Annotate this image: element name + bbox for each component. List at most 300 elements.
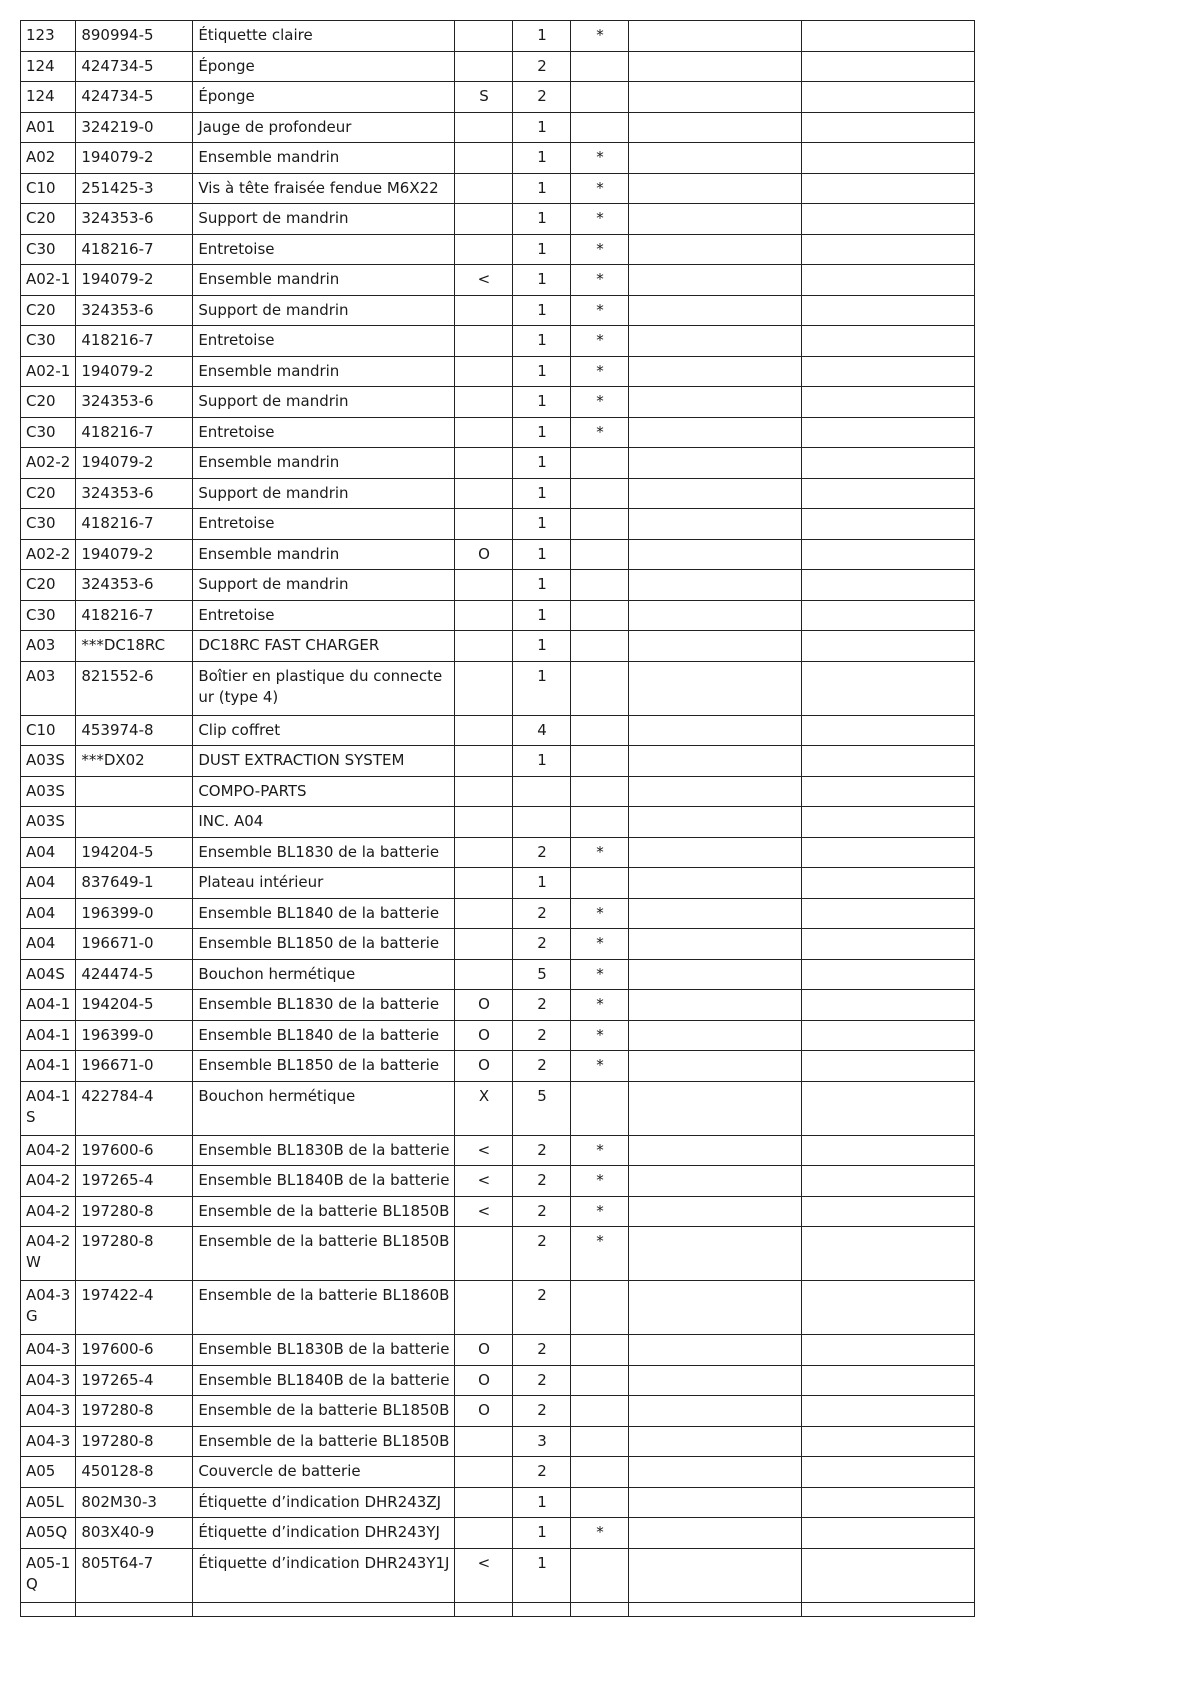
cell-quantity: 1 — [513, 478, 571, 509]
cell-extra-2 — [802, 1426, 975, 1457]
cell-extra-1 — [629, 1365, 802, 1396]
cell-symbol — [455, 448, 513, 479]
cell-description: Ensemble BL1840B de la batterie — [193, 1166, 455, 1197]
cell-quantity: 2 — [513, 1020, 571, 1051]
cell-quantity: 2 — [513, 1196, 571, 1227]
cell-ref-number: C30 — [21, 234, 76, 265]
table-row — [21, 776, 975, 807]
cell-extra-2 — [802, 898, 975, 929]
cell-extra-2 — [802, 1166, 975, 1197]
cell-description: Ensemble de la batterie BL1850B — [193, 1196, 455, 1227]
cell-part-number — [76, 807, 193, 838]
cell-part-number: 418216-7 — [76, 509, 193, 540]
parts-table-body — [21, 21, 975, 1617]
cell-symbol: < — [455, 1196, 513, 1227]
cell-part-number: 194079-2 — [76, 539, 193, 570]
cell-description: Ensemble BL1840 de la batterie — [193, 1020, 455, 1051]
table-row — [21, 1135, 975, 1166]
cell-extra-1 — [629, 929, 802, 960]
cell-extra-2 — [802, 1335, 975, 1366]
cell-quantity: 1 — [513, 417, 571, 448]
cell-part-number: 197280-8 — [76, 1227, 193, 1281]
cell-note: * — [571, 1051, 629, 1082]
cell-extra-1 — [629, 21, 802, 52]
cell-ref-number: C30 — [21, 417, 76, 448]
cell-symbol — [455, 478, 513, 509]
cell-part-number: 324353-6 — [76, 295, 193, 326]
cell-note — [571, 1426, 629, 1457]
cell-description: COMPO-PARTS — [193, 776, 455, 807]
cell-note: * — [571, 959, 629, 990]
cell-ref-number: C20 — [21, 387, 76, 418]
cell-ref-number: C10 — [21, 715, 76, 746]
cell-extra-2 — [802, 1081, 975, 1135]
cell-quantity: 1 — [513, 600, 571, 631]
cell-ref-number: C20 — [21, 478, 76, 509]
cell-description: Ensemble BL1840B de la batterie — [193, 1365, 455, 1396]
cell-description: Support de mandrin — [193, 478, 455, 509]
cell-quantity: 1 — [513, 1548, 571, 1602]
cell-ref-number: A01 — [21, 112, 76, 143]
cell-symbol: < — [455, 265, 513, 296]
cell-description: Entretoise — [193, 600, 455, 631]
cell-ref-number: A04-3 — [21, 1365, 76, 1396]
cell-extra-1 — [629, 1396, 802, 1427]
cell-ref-number: C30 — [21, 600, 76, 631]
cell-extra-1 — [629, 295, 802, 326]
cell-extra-1 — [629, 715, 802, 746]
table-row — [21, 600, 975, 631]
cell-extra-1 — [629, 868, 802, 899]
cell-ref-number: A03S — [21, 776, 76, 807]
cell-quantity: 4 — [513, 715, 571, 746]
cell-part-number: 196399-0 — [76, 1020, 193, 1051]
table-row — [21, 1227, 975, 1281]
cell-extra-1 — [629, 234, 802, 265]
cell-quantity: 1 — [513, 326, 571, 357]
cell-extra-1 — [629, 1166, 802, 1197]
cell-ref-number: A04-2W — [21, 1227, 76, 1281]
table-row — [21, 959, 975, 990]
table-row — [21, 478, 975, 509]
table-row — [21, 21, 975, 52]
table-row — [21, 539, 975, 570]
cell-ref-number: A02-2 — [21, 448, 76, 479]
cell-extra-2 — [802, 1602, 975, 1616]
table-row — [21, 1020, 975, 1051]
cell-ref-number: A03S — [21, 746, 76, 777]
cell-part-number: 194079-2 — [76, 265, 193, 296]
cell-note — [571, 51, 629, 82]
cell-extra-2 — [802, 570, 975, 601]
cell-quantity: 2 — [513, 990, 571, 1021]
parts-list-table — [20, 20, 975, 1617]
cell-extra-1 — [629, 990, 802, 1021]
cell-description: Ensemble mandrin — [193, 356, 455, 387]
cell-extra-2 — [802, 1487, 975, 1518]
table-row — [21, 661, 975, 715]
cell-description: Ensemble BL1830B de la batterie — [193, 1135, 455, 1166]
cell-extra-1 — [629, 387, 802, 418]
table-row — [21, 295, 975, 326]
cell-part-number: 324219-0 — [76, 112, 193, 143]
cell-symbol: O — [455, 539, 513, 570]
cell-symbol — [455, 929, 513, 960]
cell-quantity: 1 — [513, 868, 571, 899]
cell-symbol: O — [455, 1051, 513, 1082]
cell-quantity: 2 — [513, 1396, 571, 1427]
cell-note — [571, 1457, 629, 1488]
cell-part-number: 418216-7 — [76, 600, 193, 631]
cell-part-number: 805T64-7 — [76, 1548, 193, 1602]
cell-extra-2 — [802, 1518, 975, 1549]
cell-extra-1 — [629, 1548, 802, 1602]
cell-extra-2 — [802, 478, 975, 509]
cell-ref-number: C20 — [21, 204, 76, 235]
cell-quantity: 1 — [513, 539, 571, 570]
cell-symbol — [455, 1602, 513, 1616]
cell-symbol: O — [455, 1396, 513, 1427]
cell-part-number: 418216-7 — [76, 326, 193, 357]
cell-quantity: 5 — [513, 959, 571, 990]
cell-quantity: 1 — [513, 143, 571, 174]
cell-quantity: 1 — [513, 265, 571, 296]
cell-extra-2 — [802, 417, 975, 448]
cell-part-number: 424734-5 — [76, 82, 193, 113]
cell-extra-2 — [802, 143, 975, 174]
cell-ref-number: 124 — [21, 51, 76, 82]
cell-quantity: 2 — [513, 1365, 571, 1396]
table-row — [21, 1335, 975, 1366]
cell-description: Entretoise — [193, 326, 455, 357]
cell-description: Étiquette claire — [193, 21, 455, 52]
cell-ref-number: A05-1Q — [21, 1548, 76, 1602]
cell-symbol — [455, 143, 513, 174]
cell-note: * — [571, 1227, 629, 1281]
cell-part-number: 453974-8 — [76, 715, 193, 746]
cell-symbol — [455, 1518, 513, 1549]
cell-extra-1 — [629, 1602, 802, 1616]
cell-extra-2 — [802, 1020, 975, 1051]
cell-symbol: S — [455, 82, 513, 113]
cell-symbol — [455, 387, 513, 418]
cell-description: Ensemble de la batterie BL1850B — [193, 1426, 455, 1457]
cell-quantity — [513, 776, 571, 807]
cell-extra-1 — [629, 661, 802, 715]
cell-note — [571, 661, 629, 715]
cell-quantity: 2 — [513, 929, 571, 960]
cell-symbol — [455, 959, 513, 990]
cell-note — [571, 1365, 629, 1396]
table-row — [21, 1487, 975, 1518]
cell-part-number: 197422-4 — [76, 1281, 193, 1335]
cell-extra-2 — [802, 326, 975, 357]
table-row — [21, 204, 975, 235]
cell-note — [571, 112, 629, 143]
cell-ref-number: C30 — [21, 326, 76, 357]
cell-extra-2 — [802, 1281, 975, 1335]
cell-quantity: 1 — [513, 631, 571, 662]
cell-part-number: 197600-6 — [76, 1135, 193, 1166]
cell-part-number: 424474-5 — [76, 959, 193, 990]
cell-extra-1 — [629, 1135, 802, 1166]
table-row — [21, 929, 975, 960]
cell-part-number: 890994-5 — [76, 21, 193, 52]
table-row — [21, 990, 975, 1021]
cell-part-number — [76, 1602, 193, 1616]
cell-extra-2 — [802, 539, 975, 570]
cell-ref-number: A04-3 — [21, 1396, 76, 1427]
table-row — [21, 898, 975, 929]
cell-extra-2 — [802, 746, 975, 777]
cell-extra-1 — [629, 1281, 802, 1335]
cell-part-number: 324353-6 — [76, 204, 193, 235]
cell-symbol — [455, 204, 513, 235]
cell-quantity: 2 — [513, 837, 571, 868]
cell-quantity: 2 — [513, 51, 571, 82]
cell-extra-1 — [629, 1227, 802, 1281]
cell-ref-number: A04-1 — [21, 990, 76, 1021]
cell-note: * — [571, 21, 629, 52]
cell-description: Ensemble BL1830 de la batterie — [193, 990, 455, 1021]
cell-description: Entretoise — [193, 509, 455, 540]
cell-description: Ensemble BL1850 de la batterie — [193, 1051, 455, 1082]
table-row — [21, 265, 975, 296]
table-row — [21, 417, 975, 448]
cell-description: Support de mandrin — [193, 570, 455, 601]
cell-extra-2 — [802, 776, 975, 807]
cell-ref-number: A02-1 — [21, 265, 76, 296]
cell-quantity: 2 — [513, 1051, 571, 1082]
table-row — [21, 1051, 975, 1082]
cell-extra-2 — [802, 959, 975, 990]
cell-symbol — [455, 173, 513, 204]
cell-part-number: ***DX02 — [76, 746, 193, 777]
table-row — [21, 1196, 975, 1227]
cell-description: Étiquette d’indication DHR243Y1J — [193, 1548, 455, 1602]
cell-note — [571, 807, 629, 838]
cell-quantity: 2 — [513, 1166, 571, 1197]
cell-extra-1 — [629, 265, 802, 296]
table-row — [21, 837, 975, 868]
cell-description: DUST EXTRACTION SYSTEM — [193, 746, 455, 777]
cell-quantity: 1 — [513, 356, 571, 387]
cell-note — [571, 600, 629, 631]
cell-symbol — [455, 326, 513, 357]
cell-extra-1 — [629, 1081, 802, 1135]
cell-part-number: 837649-1 — [76, 868, 193, 899]
cell-extra-2 — [802, 807, 975, 838]
cell-extra-1 — [629, 1196, 802, 1227]
table-row — [21, 51, 975, 82]
cell-part-number: 450128-8 — [76, 1457, 193, 1488]
cell-symbol — [455, 715, 513, 746]
cell-symbol: < — [455, 1135, 513, 1166]
table-row — [21, 1396, 975, 1427]
cell-description: Ensemble BL1830B de la batterie — [193, 1335, 455, 1366]
cell-note: * — [571, 837, 629, 868]
cell-part-number: 418216-7 — [76, 234, 193, 265]
cell-extra-2 — [802, 837, 975, 868]
cell-ref-number: A04-2 — [21, 1196, 76, 1227]
cell-extra-2 — [802, 356, 975, 387]
cell-ref-number: A04S — [21, 959, 76, 990]
cell-extra-1 — [629, 776, 802, 807]
cell-note — [571, 1081, 629, 1135]
cell-extra-1 — [629, 898, 802, 929]
cell-quantity: 2 — [513, 1227, 571, 1281]
cell-extra-2 — [802, 868, 975, 899]
cell-part-number: 821552-6 — [76, 661, 193, 715]
table-row — [21, 326, 975, 357]
cell-ref-number: A04-3 — [21, 1426, 76, 1457]
cell-description: Clip coffret — [193, 715, 455, 746]
cell-quantity — [513, 807, 571, 838]
cell-extra-2 — [802, 173, 975, 204]
cell-extra-1 — [629, 1518, 802, 1549]
cell-quantity: 1 — [513, 173, 571, 204]
table-row — [21, 570, 975, 601]
cell-extra-1 — [629, 82, 802, 113]
cell-extra-2 — [802, 21, 975, 52]
cell-ref-number: C10 — [21, 173, 76, 204]
cell-part-number: 197280-8 — [76, 1426, 193, 1457]
cell-part-number: 251425-3 — [76, 173, 193, 204]
cell-note: * — [571, 929, 629, 960]
cell-extra-2 — [802, 631, 975, 662]
cell-symbol — [455, 509, 513, 540]
cell-note: * — [571, 265, 629, 296]
table-row — [21, 1518, 975, 1549]
cell-extra-2 — [802, 1548, 975, 1602]
cell-quantity: 1 — [513, 1487, 571, 1518]
cell-note — [571, 1281, 629, 1335]
cell-extra-1 — [629, 356, 802, 387]
cell-description: Ensemble mandrin — [193, 143, 455, 174]
cell-extra-2 — [802, 82, 975, 113]
cell-note: * — [571, 1196, 629, 1227]
cell-extra-2 — [802, 112, 975, 143]
cell-quantity: 5 — [513, 1081, 571, 1135]
cell-description — [193, 1602, 455, 1616]
cell-part-number: 197265-4 — [76, 1365, 193, 1396]
cell-ref-number: A05Q — [21, 1518, 76, 1549]
cell-symbol — [455, 234, 513, 265]
table-row — [21, 868, 975, 899]
cell-symbol — [455, 51, 513, 82]
cell-extra-1 — [629, 173, 802, 204]
cell-ref-number: A04-1 — [21, 1051, 76, 1082]
cell-ref-number: 123 — [21, 21, 76, 52]
cell-ref-number: A04 — [21, 929, 76, 960]
cell-part-number: 324353-6 — [76, 478, 193, 509]
cell-note — [571, 776, 629, 807]
cell-extra-1 — [629, 959, 802, 990]
cell-part-number: 194079-2 — [76, 356, 193, 387]
table-row — [21, 173, 975, 204]
cell-note: * — [571, 417, 629, 448]
cell-extra-1 — [629, 51, 802, 82]
cell-extra-1 — [629, 837, 802, 868]
cell-part-number: 197280-8 — [76, 1396, 193, 1427]
cell-extra-1 — [629, 1487, 802, 1518]
cell-extra-1 — [629, 1457, 802, 1488]
cell-note: * — [571, 898, 629, 929]
cell-symbol — [455, 356, 513, 387]
cell-ref-number: C30 — [21, 509, 76, 540]
cell-extra-2 — [802, 929, 975, 960]
cell-extra-1 — [629, 1020, 802, 1051]
cell-extra-2 — [802, 1135, 975, 1166]
cell-quantity: 2 — [513, 82, 571, 113]
cell-quantity: 1 — [513, 448, 571, 479]
cell-symbol — [455, 600, 513, 631]
cell-symbol: O — [455, 1020, 513, 1051]
cell-note: * — [571, 1020, 629, 1051]
cell-description: Jauge de profondeur — [193, 112, 455, 143]
cell-description: Support de mandrin — [193, 295, 455, 326]
cell-description: Bouchon hermétique — [193, 959, 455, 990]
cell-note: * — [571, 234, 629, 265]
cell-ref-number: A03S — [21, 807, 76, 838]
table-row — [21, 387, 975, 418]
table-row — [21, 746, 975, 777]
cell-symbol: O — [455, 1335, 513, 1366]
cell-extra-1 — [629, 448, 802, 479]
cell-symbol: < — [455, 1166, 513, 1197]
cell-note: * — [571, 387, 629, 418]
cell-ref-number: A04 — [21, 837, 76, 868]
cell-extra-2 — [802, 295, 975, 326]
cell-extra-2 — [802, 1051, 975, 1082]
cell-extra-1 — [629, 570, 802, 601]
cell-ref-number: A04-3 — [21, 1335, 76, 1366]
cell-quantity: 1 — [513, 661, 571, 715]
cell-symbol: < — [455, 1548, 513, 1602]
cell-symbol — [455, 837, 513, 868]
cell-symbol — [455, 807, 513, 838]
cell-description: INC. A04 — [193, 807, 455, 838]
cell-ref-number: A04 — [21, 898, 76, 929]
cell-description: Étiquette d’indication DHR243YJ — [193, 1518, 455, 1549]
table-row — [21, 1426, 975, 1457]
table-row — [21, 715, 975, 746]
cell-description: Ensemble mandrin — [193, 265, 455, 296]
cell-symbol — [455, 1281, 513, 1335]
cell-ref-number: A04-1 — [21, 1020, 76, 1051]
cell-ref-number: C20 — [21, 570, 76, 601]
cell-symbol — [455, 1426, 513, 1457]
cell-description: DC18RC FAST CHARGER — [193, 631, 455, 662]
cell-quantity — [513, 1602, 571, 1616]
cell-description: Ensemble de la batterie BL1860B — [193, 1281, 455, 1335]
cell-description: Ensemble BL1830 de la batterie — [193, 837, 455, 868]
cell-symbol: O — [455, 1365, 513, 1396]
cell-part-number: 196671-0 — [76, 929, 193, 960]
cell-note — [571, 715, 629, 746]
cell-part-number — [76, 776, 193, 807]
table-row — [21, 1457, 975, 1488]
table-row — [21, 1602, 975, 1616]
cell-ref-number: A03 — [21, 661, 76, 715]
cell-symbol — [455, 1487, 513, 1518]
cell-quantity: 1 — [513, 234, 571, 265]
cell-ref-number: A03 — [21, 631, 76, 662]
cell-extra-2 — [802, 715, 975, 746]
cell-quantity: 1 — [513, 112, 571, 143]
cell-quantity: 1 — [513, 1518, 571, 1549]
cell-part-number: ***DC18RC — [76, 631, 193, 662]
